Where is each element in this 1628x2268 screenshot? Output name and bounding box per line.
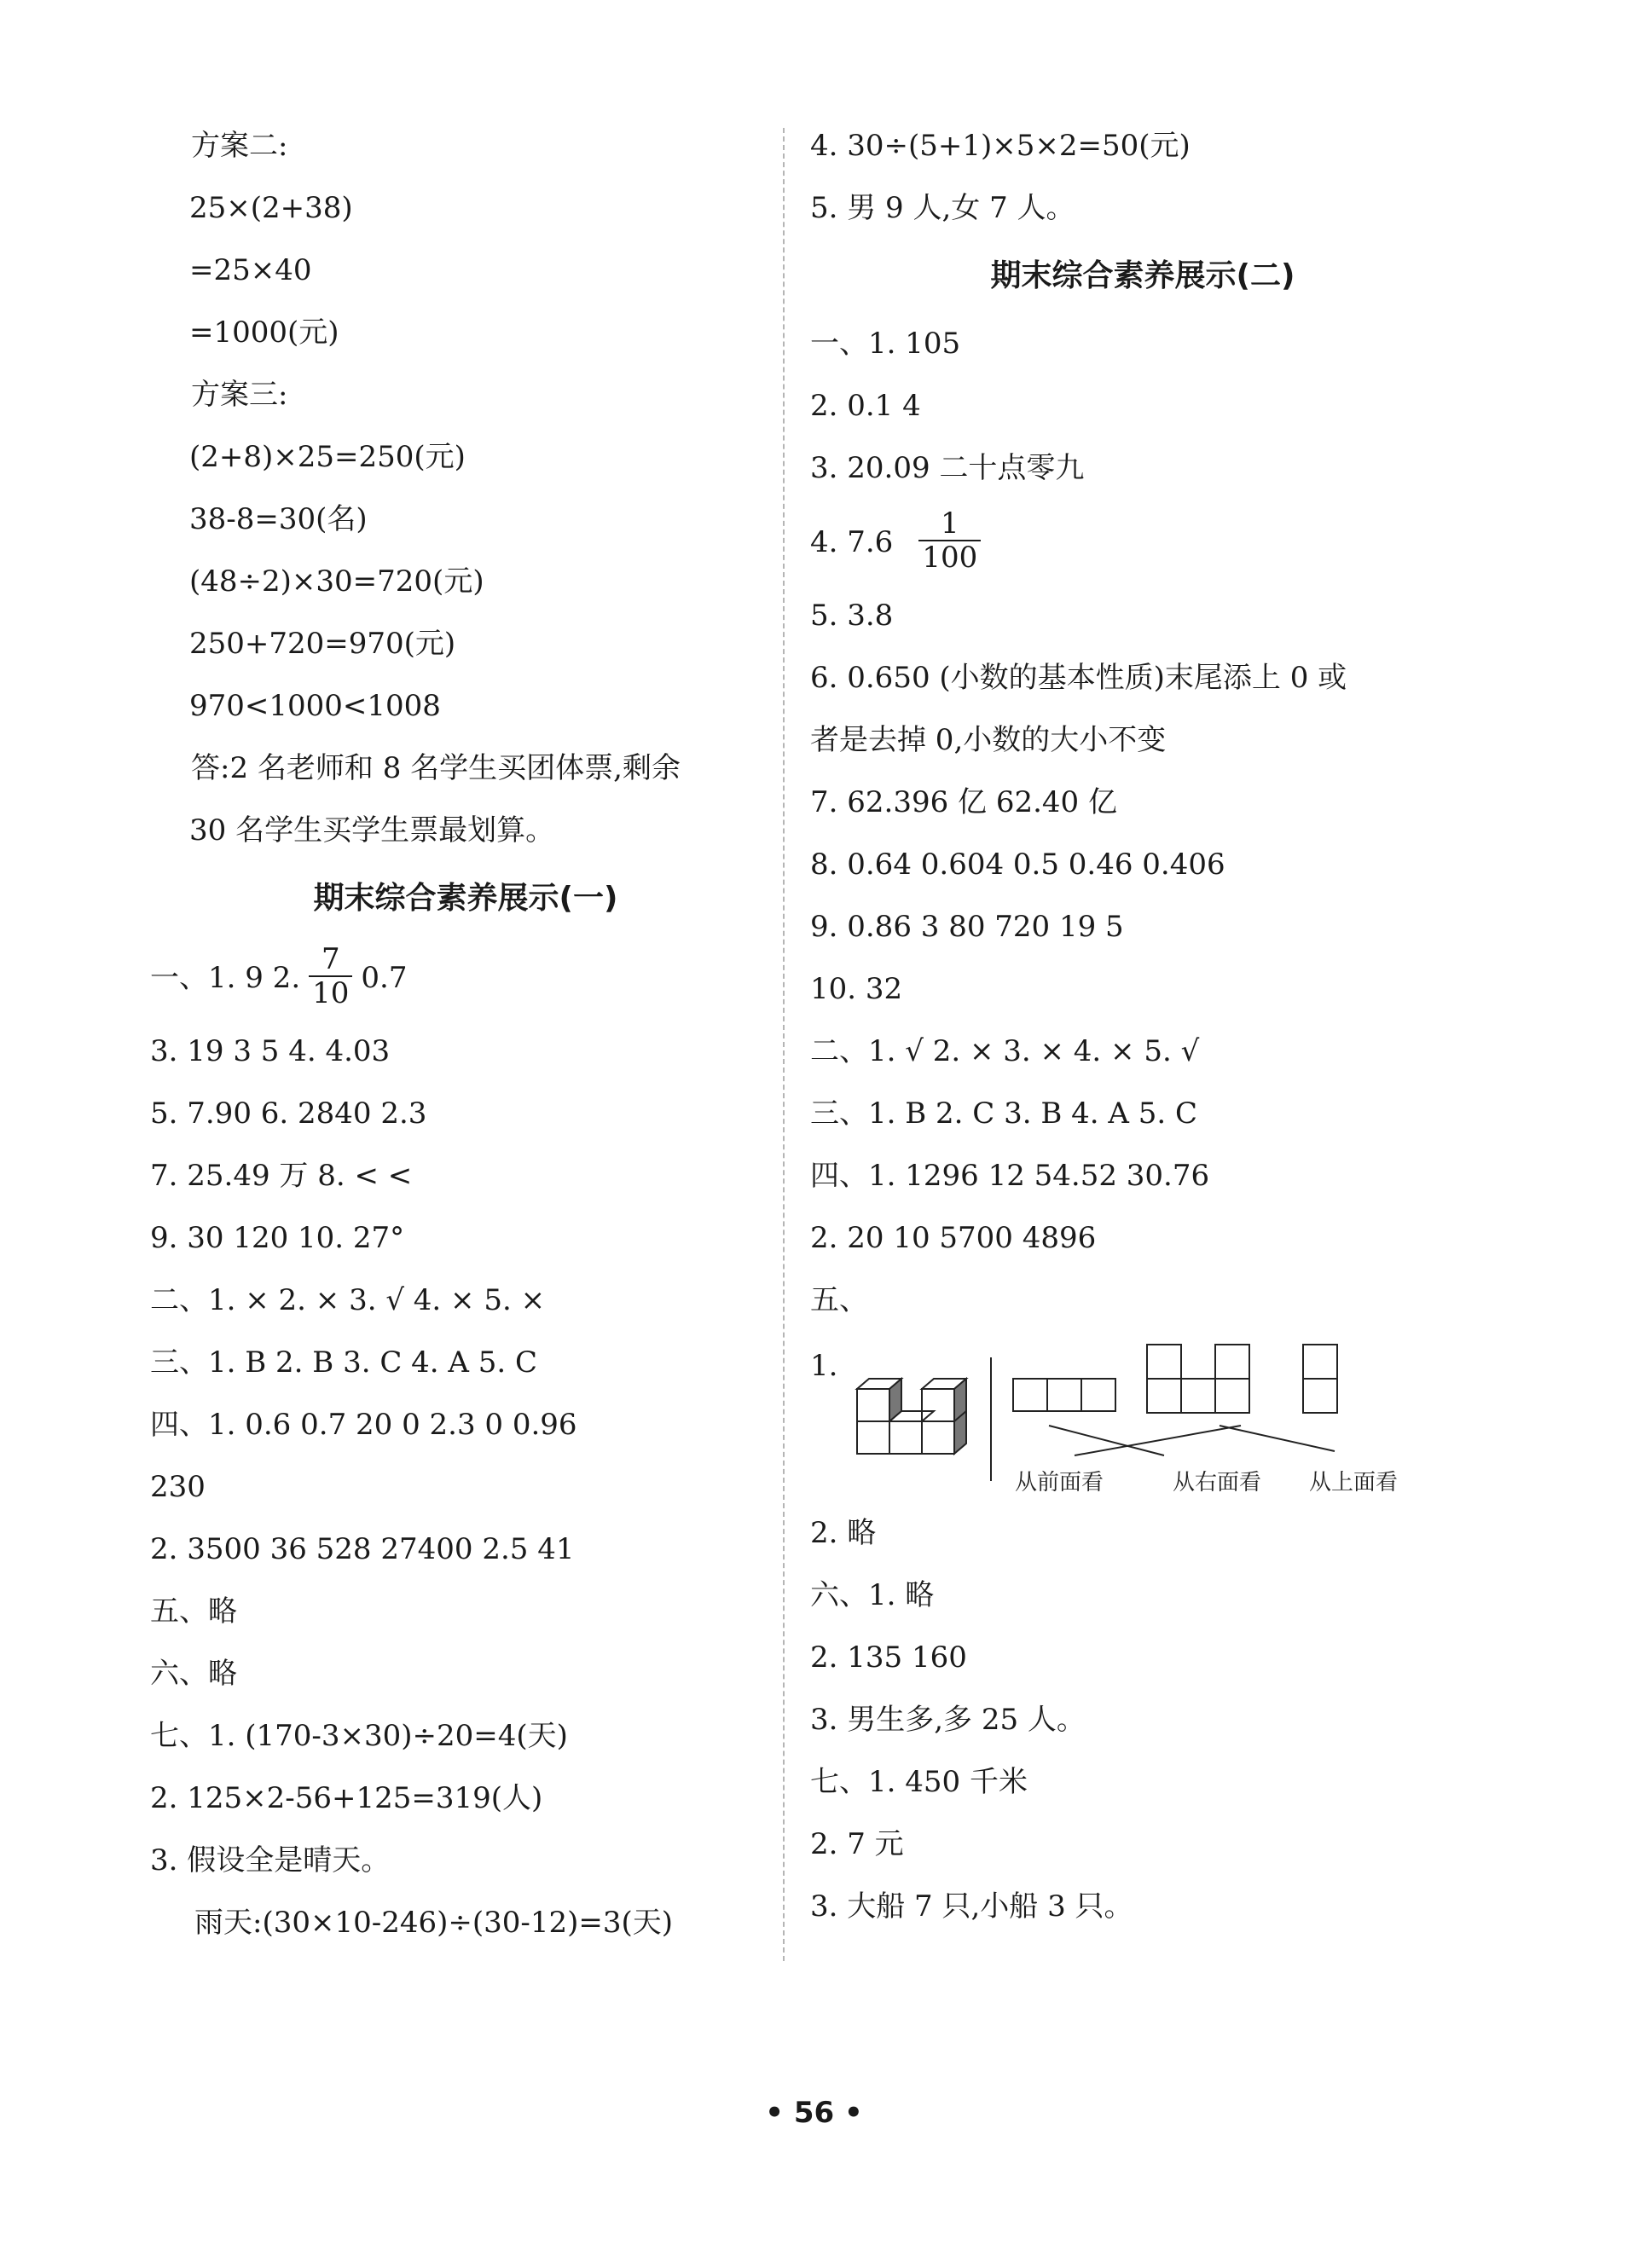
section-heading: 期末综合素养展示(二) (990, 258, 1295, 293)
left-column (150, 115, 781, 1954)
text-line: 五、略 (150, 1594, 237, 1629)
text-line: 二、1. × 2. × 3. √ 4. × 5. × (150, 1283, 546, 1317)
label-right-view: 从右面看 (1173, 1470, 1262, 1496)
text-line: 38-8=30(名) (189, 502, 368, 536)
text-run: 一、1. 9 2. (150, 961, 301, 995)
solid-cube-drawing (857, 1379, 966, 1454)
text-line: 9. 30 120 10. 27° (150, 1221, 405, 1255)
text-line: 970<1000<1008 (189, 689, 441, 723)
text-line: 2. 135 160 (810, 1640, 967, 1675)
text-line: 2. 20 10 5700 4896 (810, 1221, 1097, 1255)
column-divider (783, 128, 785, 1961)
text-line: 25×(2+38) (189, 191, 353, 225)
fraction-numerator: 7 (309, 943, 352, 977)
figure-number: 1. (810, 1349, 838, 1383)
text-line: =1000(元) (189, 315, 339, 350)
page-number: • 56 • (765, 2096, 863, 2130)
text-line: 五、 (810, 1283, 868, 1317)
text-line: 10. 32 (810, 972, 903, 1006)
three-view-figure (810, 1332, 1475, 1502)
text-line: 3. 男生多,多 25 人。 (810, 1703, 1086, 1737)
text-line: =25×40 (189, 253, 312, 287)
text-line: 四、1. 0.6 0.7 20 0 2.3 0 0.96 (150, 1408, 577, 1442)
text-line: 三、1. B 2. C 3. B 4. A 5. C (810, 1096, 1198, 1131)
text-line: 三、1. B 2. B 3. C 4. A 5. C (150, 1345, 538, 1380)
text-line: 4. 30÷(5+1)×5×2=50(元) (810, 129, 1191, 163)
text-line: 30 名学生买学生票最划算。 (189, 813, 555, 848)
fraction (309, 943, 352, 1010)
view-top-shape (1303, 1345, 1337, 1413)
text-line: 2. 3500 36 528 27400 2.5 41 (150, 1532, 575, 1566)
matching-lines (1049, 1426, 1335, 1455)
text-line: 250+720=970(元) (189, 627, 456, 661)
text-line: 一、1. 105 (810, 327, 961, 361)
text-line: 者是去掉 0,小数的大小不变 (810, 723, 1167, 757)
text-line: 2. 略 (810, 1516, 877, 1550)
text-line: 7. 25.49 万 8. < < (150, 1159, 413, 1193)
text-line: 3. 假设全是晴天。 (150, 1843, 391, 1877)
text-line: 3. 大船 7 只,小船 3 只。 (810, 1889, 1133, 1924)
text-line: 2. 7 元 (810, 1827, 904, 1861)
text-run: 4. 7.6 (810, 525, 894, 559)
fraction-numerator: 1 (918, 507, 981, 541)
text-line: (48÷2)×30=720(元) (189, 564, 484, 599)
text-line: 5. 3.8 (810, 599, 894, 633)
text-line: 9. 0.86 3 80 720 19 5 (810, 910, 1124, 944)
text-line (810, 500, 1475, 585)
text-line: 四、1. 1296 12 54.52 30.76 (810, 1159, 1210, 1193)
text-line: 六、1. 略 (810, 1578, 935, 1612)
text-line: 5. 7.90 6. 2840 2.3 (150, 1096, 427, 1131)
text-line: 七、1. (170-3×30)÷20=4(天) (150, 1719, 568, 1753)
label-front-view: 从前面看 (1015, 1470, 1104, 1496)
text-line: 7. 62.396 亿 62.40 亿 (810, 785, 1117, 819)
text-line: (2+8)×25=250(元) (189, 440, 466, 474)
text-line: 230 (150, 1470, 206, 1504)
text-line: 二、1. √ 2. × 3. × 4. × 5. √ (810, 1034, 1200, 1068)
text-line: 答:2 名老师和 8 名学生买团体票,剩余 (191, 751, 681, 785)
text-line: 2. 125×2-56+125=319(人) (150, 1781, 543, 1815)
section-heading: 期末综合素养展示(一) (313, 881, 618, 916)
right-column (810, 115, 1475, 1938)
text-line: 3. 19 3 5 4. 4.03 (150, 1034, 391, 1068)
text-line: 6. 0.650 (小数的基本性质)末尾添上 0 或 (810, 661, 1347, 695)
text-line: 雨天:(30×10-246)÷(30-12)=3(天) (194, 1906, 674, 1940)
text-line: 七、1. 450 千米 (810, 1765, 1028, 1799)
label-top-view: 从上面看 (1309, 1470, 1399, 1496)
fraction (918, 507, 981, 574)
text-line: 2. 0.1 4 (810, 389, 921, 423)
text-line: 六、略 (150, 1657, 237, 1691)
text-line: 5. 男 9 人,女 7 人。 (810, 191, 1075, 225)
text-line (150, 935, 781, 1021)
view-right-shape (1147, 1345, 1249, 1413)
fraction-denominator: 10 (312, 976, 350, 1010)
three-view-diagram (853, 1332, 1467, 1502)
text-line: 3. 20.09 二十点零九 (810, 451, 1085, 485)
text-run: 0.7 (361, 961, 408, 995)
text-line: 8. 0.64 0.604 0.5 0.46 0.406 (810, 848, 1225, 882)
text-line: 方案二: (191, 129, 288, 163)
view-front-shape (1013, 1379, 1115, 1411)
fraction-denominator: 100 (922, 541, 978, 575)
text-line: 方案三: (191, 378, 288, 412)
